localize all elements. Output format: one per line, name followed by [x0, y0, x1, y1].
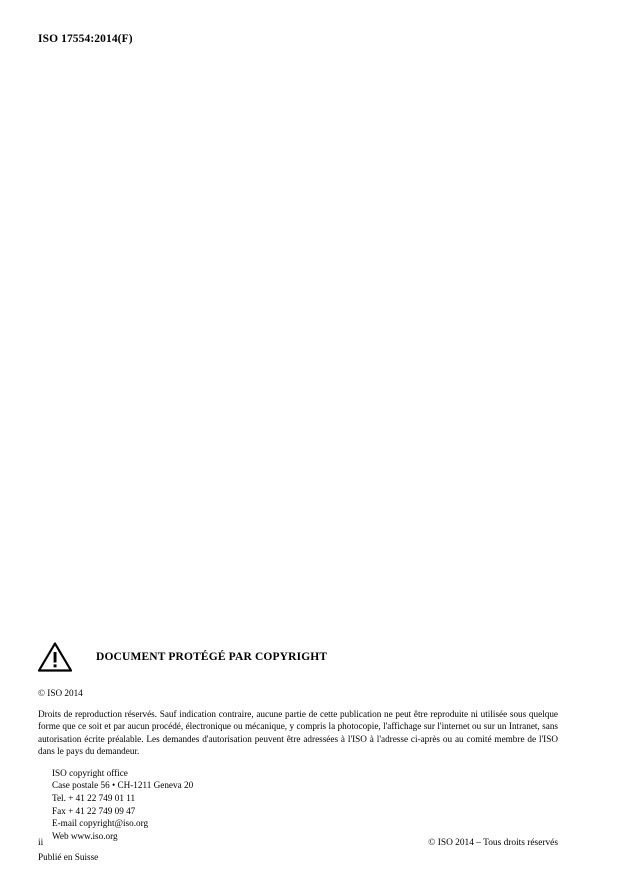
copyright-rights-paragraph: Droits de reproduction réservés. Sauf indication contraire, aucune partie de cette publication ne peut être reproduite ni utilisée sous quelque forme que ce soit et par aucun procédé, électronique ou mécanique, y compris la photocopie, l'affichage sur l'internet ou sur un Intranet, sans autorisation écrite préalable. Les demandes d'autorisation peuvent être adressées à l'ISO à l'adresse ci-après ou au comité membre de l'ISO dans le pays du demandeur. — [38, 709, 558, 757]
warning-triangle-icon — [38, 642, 72, 672]
contact-office: ISO copyright office — [52, 767, 128, 778]
copyright-protected-title: DOCUMENT PROTÉGÉ PAR COPYRIGHT — [96, 651, 328, 663]
copyright-notice-block — [38, 640, 558, 862]
contact-email: E-mail copyright@iso.org — [52, 818, 149, 829]
contact-telephone: Tel. + 41 22 749 01 11 — [52, 793, 136, 804]
copyright-warning-row — [38, 640, 558, 674]
contact-fax: Fax + 41 22 749 09 47 — [52, 805, 136, 816]
contact-website: Web www.iso.org — [52, 831, 118, 842]
copyright-year: © ISO 2014 — [38, 688, 83, 698]
document-reference-header: ISO 17554:2014(F) — [38, 33, 133, 45]
contact-address: Case postale 56 • CH-1211 Geneva 20 — [52, 780, 194, 791]
page-footer — [38, 838, 558, 848]
iso-contact-details — [52, 767, 558, 843]
footer-copyright-text: © ISO 2014 – Tous droits réservés — [428, 838, 558, 848]
footer-page-number: ii — [38, 838, 44, 848]
published-in: Publié en Suisse — [38, 851, 99, 862]
